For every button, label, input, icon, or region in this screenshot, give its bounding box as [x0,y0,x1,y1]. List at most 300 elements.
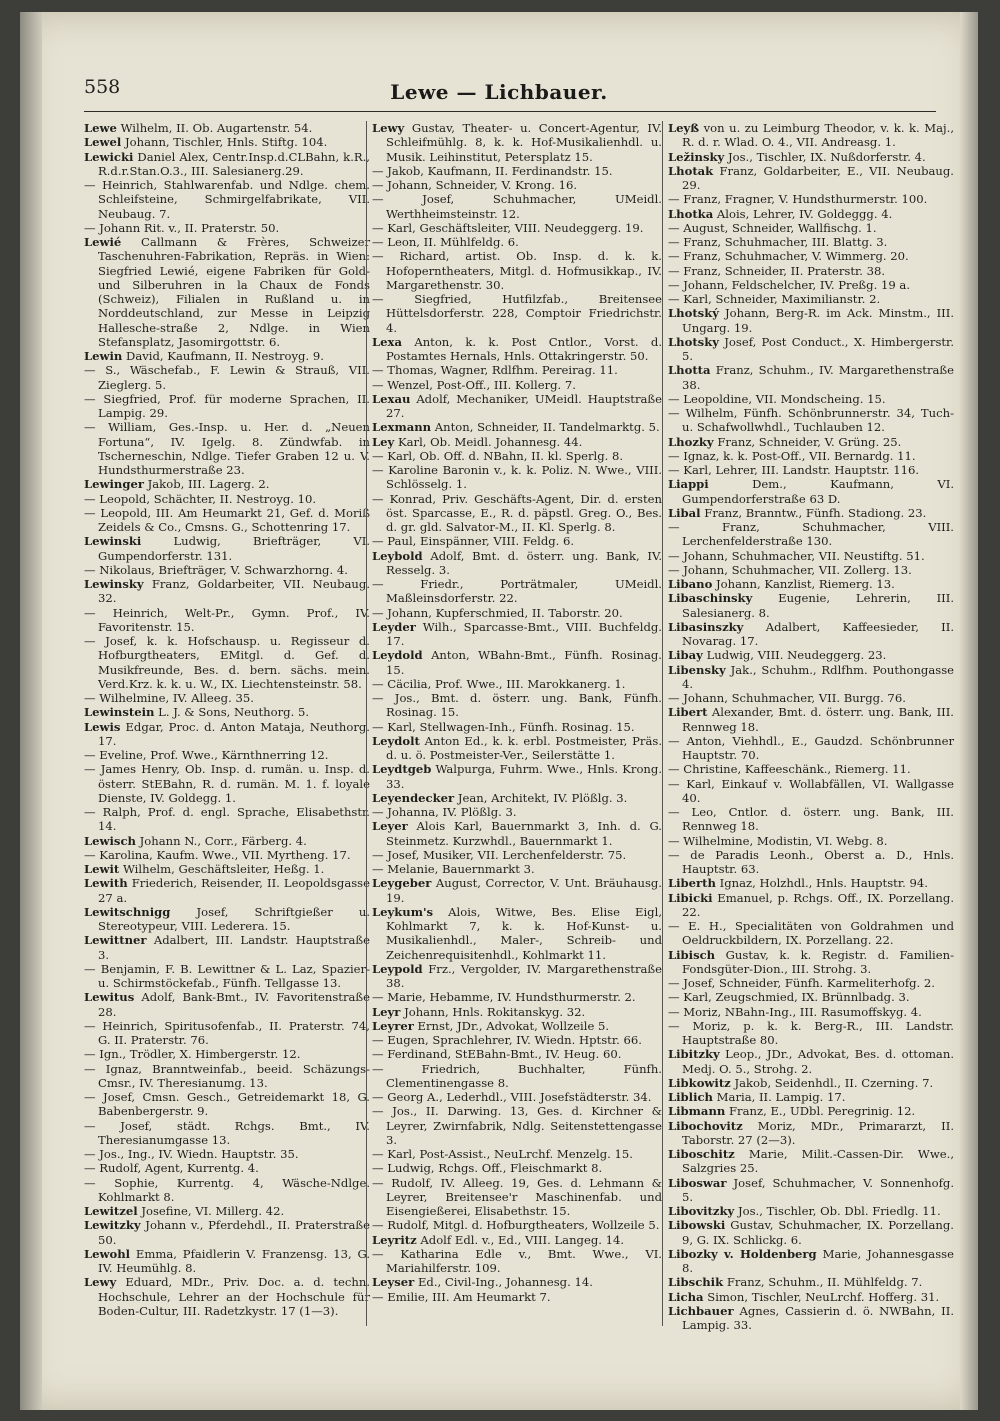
entry-text: Franz, Schneider, V. Grüng. 25. [717,434,902,449]
entry-text: — Katharina Edle v., Bmt. Wwe., VI. Mariahilferstr. 109. [372,1246,662,1275]
entry-text: — Thomas, Wagner, Rdlfhm. Pereirag. 11. [372,363,618,378]
entry-text: — Christine, Kaffeeschänk., Riemerg. 11. [668,762,911,777]
entry-text: L. J. & Sons, Neuthorg. 5. [158,705,310,720]
directory-entry [84,1247,370,1276]
entry-surname: Lichbauer [668,1303,734,1318]
directory-entry [668,406,954,435]
directory-entry [668,449,954,463]
directory-entry [372,549,662,578]
entry-text: Ignaz, Holzhdl., Hnls. Hauptstr. 94. [719,876,928,891]
entry-text: — Leopoldine, VII. Mondscheing. 15. [668,391,886,406]
entry-text: — Heinrich, Welt-Pr., Gymn. Prof., IV. Favoritenstr. 15. [84,605,370,634]
directory-entry [84,705,370,719]
directory-entry [84,563,370,577]
entry-surname: Liberth [668,876,716,891]
directory-entry [668,1076,954,1090]
entry-text: Jakob, Seidenhdl., II. Czerning. 7. [734,1075,934,1090]
entry-text: — Jos., Bmt. d. österr. ung. Bank, Fünfh. Rosinag. 15. [372,691,662,720]
entry-text: Johann, Berg-R. im Ack. Minstm., III. Ungarg. 19. [682,306,955,335]
entry-text: Johann v., Pferdehdl., II. Praterstraße 50. [98,1218,370,1247]
entry-text: — Leo, Cntlor. d. österr. ung. Bank, III. Rennweg 18. [668,805,954,834]
entry-text: Eduard, MDr., Priv. Doc. a. d. techn. Hochschule, Lehrer an der Hochschule für Boden-Cultur, III. Radetzkystr. 17 (1—3). [98,1275,371,1318]
entry-text: — Karl, Lehrer, III. Landstr. Hauptstr. 116. [668,463,920,477]
directory-entry [84,1176,370,1205]
directory-entry [372,1247,662,1276]
entry-text: Agnes, Cassierin d. ö. NWBahn, II. Lampig. 33. [682,1303,955,1332]
entry-text: Franz, Schuhm., IV. Margarethenstraße 38. [682,363,955,392]
entry-text: — Moriz, NBahn-Ing., III. Rasumoffskyg. 4. [668,1004,922,1019]
entry-surname: Lhotsky [668,334,719,349]
entry-text: — Siegfried, Prof. für moderne Sprachen, II. Lampig. 29. [84,391,370,420]
entry-surname: Liblich [668,1090,713,1104]
directory-entry [668,577,954,591]
directory-entry [84,834,370,848]
entry-text: Daniel Alex, Centr.Insp.d.CLBahn, k.R., R.d.r.Stan.O.3., III. Salesianerg.29. [98,149,370,178]
directory-entry [668,663,954,692]
entry-surname: Leydtgeb [372,762,432,777]
entry-text: — Friedrich, Buchhalter, Fünfh. Clementinengasse 8. [372,1061,662,1090]
directory-entry [668,207,954,221]
entry-text: Jak., Schuhm., Rdlfhm. Pouthongasse 4. [682,662,955,691]
entry-surname: Libschik [668,1275,724,1290]
directory-entry [668,919,954,948]
entry-surname: Lewel [84,135,122,150]
entry-text: Anton Ed., k. k. erbl. Postmeister, Präs. d. u. ö. Postmeister-Ver., Seilerstätte 1. [386,733,663,762]
entry-surname: Lewith [84,876,128,891]
directory-entry [372,1233,662,1247]
entry-surname: Lewinski [84,534,142,549]
entry-surname: Lewin [84,349,123,363]
directory-entry [372,192,662,221]
entry-text: — Wilhelm, Fünfh. Schönbrunnerstr. 34, Tuch- u. Schafwollwhdl., Tuchlauben 12. [668,406,954,435]
directory-entry [668,292,954,306]
entry-surname: Lhotka [668,206,714,221]
entry-text: — Leopold, III. Am Heumarkt 21, Gef. d. Moriß Zeidels & Co., Cmsns. G., Schottenring 17. [84,505,370,534]
entry-text: Dem., Kaufmann, VI. Gumpendorferstraße 63 D. [682,477,954,506]
entry-text: — Franz, Schuhmacher, VIII. Lerchenfelderstraße 130. [668,520,954,549]
entry-surname: Ležinsky [668,149,725,164]
entry-text: — Karl, Einkauf v. Wollabfällen, VI. Wallgasse 40. [668,776,954,805]
directory-entry [668,506,954,520]
entry-text: Johann, Tischler, Hnls. Stiftg. 104. [124,135,328,150]
column-divider [662,121,663,1326]
directory-entry [668,1104,954,1118]
directory-entry [372,449,662,463]
directory-entry [372,805,662,819]
directory-entry [668,1247,954,1276]
entry-surname: Lhozky [668,434,714,449]
directory-entry [84,221,370,235]
directory-entry [84,420,370,477]
entry-text: — Karl, Stellwagen-Inh., Fünfh. Rosinag. 15. [372,719,635,734]
entry-text: — Nikolaus, Briefträger, V. Schwarzhorng. 4. [84,562,348,577]
entry-text: — Karl, Schneider, Maximilianstr. 2. [668,292,881,306]
directory-entry [372,905,662,962]
directory-entry [84,862,370,876]
entry-text: — Jakob, Kaufmann, II. Ferdinandstr. 15. [372,163,613,178]
directory-entry [372,392,662,421]
entry-text: — Josef, städt. Rchgs. Bmt., IV. Theresianumgasse 13. [84,1118,370,1147]
directory-entry [668,1090,954,1104]
entry-surname: Libochovitz [668,1118,743,1133]
directory-entry [84,1218,370,1247]
directory-entry [668,306,954,335]
entry-text: — Josef, Schneider, Fünfh. Karmeliterhofg. 2. [668,976,935,990]
entry-text: Johann N., Corr., Färberg. 4. [139,833,307,848]
entry-text: Jean, Architekt, IV. Plößlg. 3. [457,790,628,805]
entry-text: — August, Schneider, Wallfischg. 1. [668,220,877,235]
entry-text: Leop., JDr., Advokat, Bes. d. ottoman. Medj. O. 5., Strohg. 2. [682,1047,954,1076]
entry-surname: Lexau [372,391,411,406]
directory-entry [84,876,370,905]
entry-text: — Johanna, IV. Plößlg. 3. [372,805,517,819]
entry-text: Maria, II. Lampig. 17. [716,1090,846,1104]
entry-text: Emma, Pfaidlerin V. Franzensg. 13, G. IV. Heumühlg. 8. [98,1246,371,1275]
directory-entry [84,691,370,705]
directory-entry [668,264,954,278]
directory-entry [84,762,370,805]
entry-text: Johann, Hnls. Rokitanskyg. 32. [404,1004,586,1019]
entry-text: — Sophie, Kurrentg. 4, Wäsche-Ndlge. Kohlmarkt 8. [84,1175,370,1204]
directory-entry [372,1090,662,1104]
entry-text: Ludwig, Briefträger, VI. Gumpendorferstr. 131. [98,534,371,563]
entry-text: — Georg A., Lederhdl., VIII. Josefstädterstr. 34. [372,1090,652,1104]
directory-entry [84,1047,370,1061]
entry-text: Franz, Schuhm., II. Mühlfeldg. 7. [726,1275,923,1290]
directory-entry [668,876,954,890]
directory-entry [668,363,954,392]
entry-surname: Leyr [372,1004,401,1019]
entry-surname: Leydold [372,648,423,663]
entry-surname: Lewis [84,719,121,734]
entry-text: — Karl, Zeugschmied, IX. Brünnlbadg. 3. [668,990,910,1005]
entry-text: Adolf Edl. v., Ed., VIII. Langeg. 14. [420,1232,625,1247]
entry-surname: Libowski [668,1218,726,1233]
directory-entry [372,121,662,164]
directory-entry [372,235,662,249]
directory-entry [84,606,370,635]
entry-text: Anton, Schneider, II. Tandelmarktg. 5. [434,420,660,435]
directory-entry [668,990,954,1004]
entry-text: Walpurga, Fuhrm. Wwe., Hnls. Krong. 33. [386,762,663,791]
entry-text: Adalbert, III. Landstr. Hauptstraße 3. [98,933,371,962]
directory-entry [668,1147,954,1176]
entry-text: — James Henry, Ob. Insp. d. rumän. u. Insp. d. österr. StEBahn, R. d. rumän. M. 1. f. loyale Dienste, IV. Goldegg. 1. [84,762,370,805]
entry-text: — E. H., Specialitäten von Goldrahmen und Oeldruckbildern, IX. Porzellang. 22. [668,919,954,948]
entry-text: — Ign., Trödler, X. Himbergerstr. 12. [84,1047,301,1062]
directory-entry [668,249,954,263]
directory-entry [84,150,370,179]
entry-text: — Friedr., Porträtmaler, UMeidl. Maßleinsdorferstr. 22. [372,577,662,606]
directory-entry [84,990,370,1019]
directory-entry [668,221,954,235]
directory-entry [372,363,662,377]
entry-text: Jos., Tischler, IX. Nußdorferstr. 4. [727,149,926,164]
entry-text: — Josef, k. k. Hofschausp. u. Regisseur d. Hofburgtheaters, EMitgl. d. Gef. d. Musikfreunde, Bes. d. bern. sächs. mein. Verd.Krz. k. k. u. W., IX. Liechtensteinstr. 58. [84,634,370,691]
directory-entry [84,805,370,834]
entry-text: — Karolina, Kaufm. Wwe., VII. Myrtheng. 17. [84,847,351,862]
entry-surname: Lewinsky [84,577,144,591]
entry-text: — Ignaz, Branntweinfab., beeid. Schäzungs-Cmsr., IV. Theresianumg. 13. [84,1061,370,1090]
entry-text: — Cäcilia, Prof. Wwe., III. Marokkanerg. 1. [372,676,626,691]
page-number: 558 [84,76,121,98]
entry-text: — Johann Rit. v., II. Praterstr. 50. [84,220,280,235]
directory-entry [668,1204,954,1218]
entry-text: Emanuel, p. Rchgs. Off., IX. Porzellang. 22. [682,890,955,919]
entry-text: — Benjamin, F. B. Lewittner & L. Laz, Spazier- u. Schirmstöckefab., Fünfh. Tellgasse 13. [84,961,370,990]
entry-text: von u. zu Leimburg Theodor, v. k. k. Maj., R. d. r. Wlad. O. 4., VII. Andreasg. 1. [682,121,955,150]
directory-entry [372,1161,662,1175]
directory-entry [84,1119,370,1148]
directory-entry [372,463,662,492]
entry-text: — Johann, Schuhmacher, VII. Zollerg. 13. [668,562,912,577]
directory-entry [668,976,954,990]
entry-surname: Leykum's [372,904,434,919]
directory-entry [372,990,662,1004]
entry-surname: Libisch [668,947,716,962]
entry-text: Johann, Kanzlist, Riemerg. 13. [716,577,895,591]
entry-text: August, Corrector, V. Unt. Bräuhausg. 19. [386,876,662,905]
directory-entry [372,534,662,548]
book-spine-shadow [20,12,42,1410]
entry-surname: Libmann [668,1104,726,1119]
entry-surname: Leyritz [372,1232,417,1247]
directory-entry [668,620,954,649]
directory-entry [84,506,370,535]
directory-entry [372,577,662,606]
entry-surname: Leybold [372,548,423,563]
directory-entry [84,477,370,491]
directory-entry [668,150,954,164]
entry-surname: Libicki [668,890,713,905]
directory-entry [668,591,954,620]
entry-text: — Ludwig, Rchgs. Off., Fleischmarkt 8. [372,1161,603,1176]
entry-text: — Richard, artist. Ob. Insp. d. k. k. Hofoperntheaters, Mitgl. d. Hofmusikkap., IV. Margarethenstr. 30. [372,249,662,292]
entry-text: — Wilhelmine, Modistin, VI. Webg. 8. [668,833,888,848]
entry-text: — Franz, Schneider, II. Praterstr. 38. [668,263,886,278]
directory-entry [372,620,662,649]
directory-entry [668,392,954,406]
entry-surname: Leyser [372,1275,415,1290]
directory-entry [668,1176,954,1205]
directory-entry [84,1019,370,1048]
entry-surname: Leyendecker [372,790,455,805]
directory-entry [372,791,662,805]
column-3 [668,121,954,1332]
entry-text: — Johann, Feldschelcher, IV. Preßg. 19 a. [668,277,911,292]
entry-text: — Emilie, III. Am Heumarkt 7. [372,1289,551,1304]
directory-entry [84,1090,370,1119]
directory-entry [668,948,954,977]
entry-text: — Siegfried, Hutfilzfab., Breitensee Hüttelsdorferstr. 228, Comptoir Friedrichstr. 4. [372,292,662,335]
entry-text: Josef, Post Conduct., X. Himbergerstr. 5. [682,334,955,363]
entry-text: David, Kaufmann, II. Nestroyg. 9. [126,349,324,363]
directory-entry [84,577,370,606]
entry-surname: Leyrer [372,1018,414,1033]
directory-entry [372,178,662,192]
directory-entry [668,278,954,292]
entry-surname: Liappi [668,477,709,492]
directory-entry [668,235,954,249]
entry-surname: Lewit [84,862,120,876]
directory-entry [84,1275,370,1318]
directory-entry [84,534,370,563]
directory-entry [84,748,370,762]
entry-text: Adolf, Mechaniker, UMeidl. Hauptstraße 27. [386,391,662,420]
directory-entry [668,1047,954,1076]
entry-text: Franz, Goldarbeiter, VII. Neubaug. 32. [98,577,371,606]
entry-surname: Lewitzel [84,1204,138,1218]
entry-text: — Moriz, p. k. k. Berg-R., III. Landstr. Hauptstraße 80. [668,1018,954,1047]
entry-surname: Leyder [372,619,416,634]
entry-surname: Leydolt [372,733,420,748]
directory-entry [668,477,954,506]
entry-text: Wilh., Sparcasse-Bmt., VIII. Buchfeldg. 17. [386,619,662,648]
entry-text: Marie, Milit.-Cassen-Dir. Wwe., Salzgries 25. [682,1147,955,1176]
entry-text: — William, Ges.-Insp. u. Her. d. „Neuen Fortuna“, IV. Igelg. 8. Zündwfab. in Tscherneschin, Ndlge. Tiefer Graben 12 u. V. Hundsthurmerstraße 23. [84,420,370,477]
entry-text: Ed., Civil-Ing., Johannesg. 14. [417,1275,593,1290]
directory-entry [372,1290,662,1304]
entry-text: Moriz, MDr., Primararzt, II. Taborstr. 27 (2—3). [682,1118,954,1147]
entry-surname: Lewitschnigg [84,904,171,919]
entry-text: Ernst, JDr., Advokat, Wollzeile 5. [417,1018,610,1033]
entry-text: — Rudolf, IV. Alleeg. 19, Ges. d. Lehmann & Leyrer, Breitensee'r Maschinenfab. und Eisengießerei, Elisabethstr. 15. [372,1175,662,1218]
entry-surname: Libitzky [668,1047,720,1062]
entry-text: — Leon, II. Mühlfeldg. 6. [372,235,519,249]
directory-entry [372,734,662,763]
entry-text: Karl, Ob. Meidl. Johannesg. 44. [397,434,583,449]
directory-entry [84,135,370,149]
directory-entry [84,349,370,363]
directory-entry [668,435,954,449]
directory-entry [84,962,370,991]
entry-text: Alois, Witwe, Bes. Elise Eigl, Kohlmarkt 7, k. k. Hof-Kunst- u. Musikalienhdl., Maler-, Schreib- und Zeichenrequisitenhdl., Kohlmarkt 11. [386,904,663,962]
directory-entry [372,221,662,235]
entry-surname: Libert [668,705,708,720]
entry-surname: Lewinstein [84,705,155,720]
entry-surname: Lewisch [84,833,136,848]
header-rule [84,111,936,112]
entry-surname: Libal [668,505,701,520]
entry-text: — S., Wäschefab., F. Lewin & Strauß, VII. Zieglerg. 5. [84,363,370,392]
entry-text: Alexander, Bmt. d. österr. ung. Bank, III. Rennweg 18. [682,705,954,734]
entry-text: — Franz, Schuhmacher, III. Blattg. 3. [668,235,888,249]
directory-entry [84,121,370,135]
entry-surname: Lewitus [84,990,135,1005]
entry-text: — Karl, Post-Assist., NeuLrchf. Menzelg. 15. [372,1147,633,1161]
directory-entry [372,1176,662,1219]
directory-entry [84,1161,370,1175]
entry-surname: Lexmann [372,420,432,435]
entry-text: Gustav, Theater- u. Concert-Agentur, IV. Schleifmühlg. 8, k. k. Hof-Musikalienhdl. u. Musik. Leihinstitut, Petersplatz 15. [386,121,662,164]
entry-text: Ludwig, VIII. Neudeggerg. 23. [706,648,887,663]
entry-surname: Libovitzky [668,1204,735,1218]
directory-entry [84,1204,370,1218]
entry-text: Friederich, Reisender, II. Leopoldsgasse 27 a. [98,876,370,905]
directory-entry [668,164,954,193]
entry-text: Josefine, VI. Millerg. 42. [141,1204,285,1218]
entry-text: — Konrad, Priv. Geschäfts-Agent, Dir. d. ersten öst. Sparcasse, E., R. d. päpstl. Greg. O., Bes. d. gr. gld. Salvator-M., II. Kl. Sperlg. 8. [372,491,662,534]
entry-surname: Lewe [84,121,117,135]
entry-text: — Paul, Einspänner, VIII. Feldg. 6. [372,534,575,549]
directory-entry [668,848,954,877]
directory-page [20,12,978,1410]
entry-surname: Lexa [372,334,402,349]
entry-text: — de Paradis Leonh., Oberst a. D., Hnls. Hauptstr. 63. [668,847,954,876]
entry-surname: Liboschitz [668,1147,735,1161]
directory-entry [372,435,662,449]
directory-entry [84,720,370,749]
entry-surname: Lewinger [84,477,144,492]
directory-entry [668,805,954,834]
entry-surname: Libaschinsky [668,591,753,606]
directory-entry [668,549,954,563]
entry-text: — Karl, Ob. Off. d. NBahn, II. kl. Sperlg. 8. [372,448,624,463]
entry-surname: Lewittner [84,933,147,948]
entry-text: — Johann, Schneider, V. Krong. 16. [372,178,578,192]
entry-surname: Libozky v. Holdenberg [668,1246,817,1261]
directory-entry [668,335,954,364]
entry-text: Franz, Goldarbeiter, E., VII. Neubaug. 29. [682,163,954,192]
directory-entry [372,249,662,292]
entry-text: — Rudolf, Agent, Kurrentg. 4. [84,1161,259,1176]
entry-text: Adolf, Bank-Bmt., IV. Favoritenstraße 28. [98,990,371,1019]
entry-text: Marie, Johannesgasse 8. [682,1246,954,1275]
directory-entry [372,492,662,535]
entry-text: — Leopold, Schächter, II. Nestroyg. 10. [84,491,317,506]
entry-text: — Wilhelmine, IV. Alleeg. 35. [84,691,254,705]
directory-entry [372,677,662,691]
directory-entry [84,492,370,506]
directory-entry [668,648,954,662]
directory-entry [668,463,954,477]
entry-text: — Rudolf, Mitgl. d. Hofburgtheaters, Wollzeile 5. [372,1218,660,1233]
directory-entry [84,933,370,962]
entry-text: — Melanie, Bauernmarkt 3. [372,862,535,876]
directory-entry [668,1019,954,1048]
directory-entry [372,292,662,335]
entry-surname: Lewicki [84,149,134,164]
entry-text: — Johann, Schuhmacher, VII. Burgg. 76. [668,691,906,705]
directory-entry [84,178,370,221]
entry-surname: Leypold [372,961,423,976]
entry-text: — Josef, Musiker, VII. Lerchenfelderstr. 75. [372,847,627,862]
entry-surname: Leyß [668,121,700,135]
entry-text: — Wenzel, Post-Off., III. Kollerg. 7. [372,377,576,392]
entry-surname: Libkowitz [668,1075,731,1090]
directory-entry [668,777,954,806]
directory-entry [84,363,370,392]
entry-surname: Libano [668,577,713,591]
directory-entry [668,563,954,577]
entry-text: — Franz, Fragner, V. Hundsthurmerstr. 100. [668,192,928,207]
entry-text: Gustav, k. k. Registr. d. Familien-Fondsgüter-Dion., III. Strohg. 3. [682,947,954,976]
entry-text: Franz, Branntw., Fünfh. Stadiong. 23. [704,505,927,520]
entry-surname: Lewié [84,235,122,249]
entry-text: Simon, Tischler, NeuLrchf. Hofferg. 31. [707,1289,940,1304]
directory-entry [668,1304,954,1333]
directory-entry [84,235,370,349]
directory-entry [668,192,954,206]
entry-surname: Lewitzky [84,1218,141,1233]
directory-entry [372,691,662,720]
directory-entry [84,1147,370,1161]
directory-entry [372,876,662,905]
directory-entry [372,762,662,791]
directory-entry [668,520,954,549]
directory-entry [668,1275,954,1289]
entry-surname: Lhotský [668,306,719,321]
